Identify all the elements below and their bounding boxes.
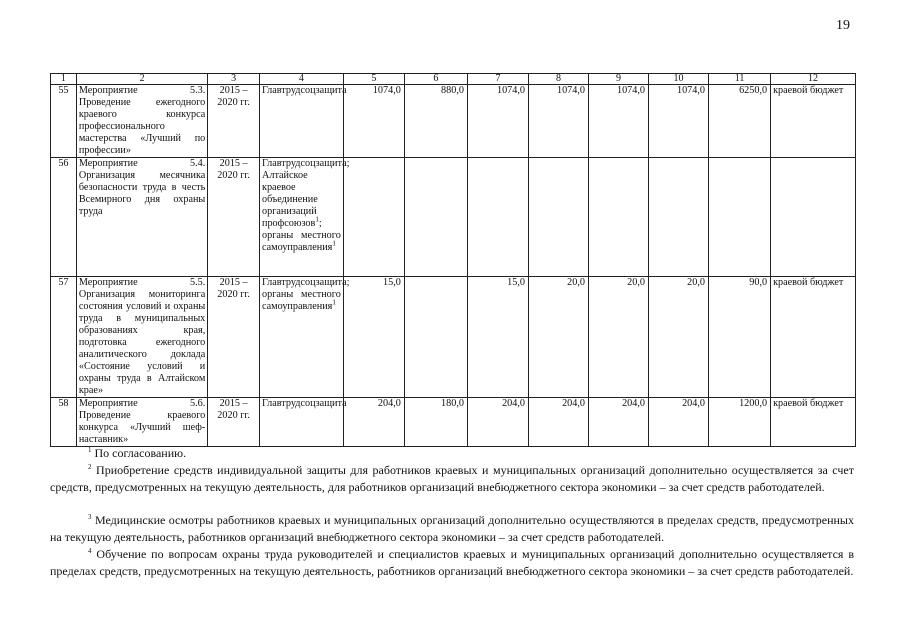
term-cell: 2015 – 2020 гг.	[208, 158, 260, 277]
value-col-10	[649, 158, 709, 277]
value-col-6: 180,0	[404, 398, 467, 447]
value-col-7: 15,0	[467, 277, 528, 398]
value-col-8	[529, 158, 589, 277]
value-col-7: 1074,0	[467, 85, 528, 158]
header-cell: 1	[51, 74, 77, 85]
value-col-8: 204,0	[529, 398, 589, 447]
value-col-11: 1200,0	[709, 398, 771, 447]
footnote-text: Приобретение средств индивидуальной защиты для работников краевых и муниципальных организаций дополнительно осуществляется за счет средств, предусмотренных на текущую деятельность, для работников организаций внебюджетного сектора экономики – за счет средств работодателей.	[50, 463, 854, 494]
funding-source: краевой бюджет	[771, 85, 856, 158]
value-col-11: 6250,0	[709, 85, 771, 158]
value-col-6	[404, 158, 467, 277]
footnote-3	[50, 512, 854, 546]
value-col-11: 90,0	[709, 277, 771, 398]
executor-cell: Главтрудсоцзащита	[260, 85, 344, 158]
header-cell: 6	[404, 74, 467, 85]
footnote-1	[88, 445, 854, 462]
header-cell: 3	[208, 74, 260, 85]
term-cell: 2015 – 2020 гг.	[208, 277, 260, 398]
executor-text: Главтрудсоцзащита; органы местного самоуправления	[262, 277, 350, 312]
table-row	[51, 85, 856, 158]
row-number: 55	[51, 85, 77, 158]
value-col-9: 20,0	[589, 277, 649, 398]
footnote-text: Медицинские осмотры работников краевых и муниципальных организаций дополнительно осуществляются в пределах средств, предусмотренных на текущую деятельность, работников организаций внебюджетного сектора экономики – за счет средств работодателей.	[50, 513, 854, 544]
value-col-10: 204,0	[649, 398, 709, 447]
footnote-mark: 3	[88, 513, 92, 521]
executor-text: Главтрудсоцзащита; Алтайское краевое объединение организаций профсоюзов	[262, 158, 350, 229]
value-col-9	[589, 158, 649, 277]
measure-name: Мероприятие 5.3. Проведение ежегодного краевого конкурса профессионального мастерства «Лучший по профессии»	[76, 85, 207, 158]
footnote-2	[50, 462, 854, 496]
value-col-5: 204,0	[343, 398, 404, 447]
header-cell: 2	[76, 74, 207, 85]
footnote-mark: 4	[88, 547, 92, 555]
footnotes	[88, 445, 854, 462]
table-row	[51, 277, 856, 398]
value-col-8: 20,0	[529, 277, 589, 398]
executor-text: ; органы местного самоуправления	[262, 218, 341, 253]
measure-name: Мероприятие 5.5. Организация мониторинга состояния условий и охраны труда в муниципальных образованиях края, подготовка ежегодного аналитического доклада «Состояние условий и охраны труда в Алтайском крае»	[76, 277, 207, 398]
value-col-8: 1074,0	[529, 85, 589, 158]
value-col-5	[343, 158, 404, 277]
page-number: 19	[836, 18, 850, 33]
footnote-ref: 1	[315, 215, 319, 224]
funding-source: краевой бюджет	[771, 277, 856, 398]
value-col-7: 204,0	[467, 398, 528, 447]
funding-source	[771, 158, 856, 277]
value-col-6	[404, 277, 467, 398]
footnote-text: Обучение по вопросам охраны труда руководителей и специалистов краевых и муниципальных организаций дополнительно осуществляется в пределах средств, предусмотренных на текущую деятельность, работников организаций внебюджетного сектора экономики – за счет средств работодателей.	[50, 547, 855, 578]
value-col-9: 1074,0	[589, 85, 649, 158]
header-cell: 4	[260, 74, 344, 85]
measures-table	[50, 73, 856, 447]
row-number: 57	[51, 277, 77, 398]
value-col-11	[709, 158, 771, 277]
value-col-9: 204,0	[589, 398, 649, 447]
table-row	[51, 398, 856, 447]
table-row	[51, 158, 856, 277]
footnote-4	[50, 546, 854, 580]
term-cell: 2015 – 2020 гг.	[208, 85, 260, 158]
row-number: 56	[51, 158, 77, 277]
footnote-mark: 1	[88, 446, 92, 454]
header-cell: 7	[467, 74, 528, 85]
value-col-10: 1074,0	[649, 85, 709, 158]
value-col-5: 15,0	[343, 277, 404, 398]
header-cell: 10	[649, 74, 709, 85]
funding-source: краевой бюджет	[771, 398, 856, 447]
row-number: 58	[51, 398, 77, 447]
footnote-mark: 2	[88, 463, 92, 471]
executor-cell	[260, 277, 350, 398]
header-cell: 12	[771, 74, 856, 85]
footnote-ref: 1	[332, 239, 336, 248]
value-col-10: 20,0	[649, 277, 709, 398]
header-cell: 5	[343, 74, 404, 85]
executor-cell: Главтрудсоцзащита	[260, 398, 344, 447]
header-cell: 11	[709, 74, 771, 85]
footnote-ref: 1	[332, 298, 336, 307]
header-cell: 9	[589, 74, 649, 85]
executor-cell	[260, 158, 350, 277]
footnote-text: По согласованию.	[94, 446, 187, 460]
value-col-5: 1074,0	[343, 85, 404, 158]
value-col-7	[467, 158, 528, 277]
value-col-6: 880,0	[404, 85, 467, 158]
header-row	[51, 74, 856, 85]
header-cell: 8	[529, 74, 589, 85]
measure-name: Мероприятие 5.6. Проведение краевого конкурса «Лучший шеф-наставник»	[76, 398, 207, 447]
term-cell: 2015 – 2020 гг.	[208, 398, 260, 447]
measure-name: Мероприятие 5.4. Организация месячника безопасности труда в честь Всемирного дня охраны труда	[76, 158, 207, 277]
